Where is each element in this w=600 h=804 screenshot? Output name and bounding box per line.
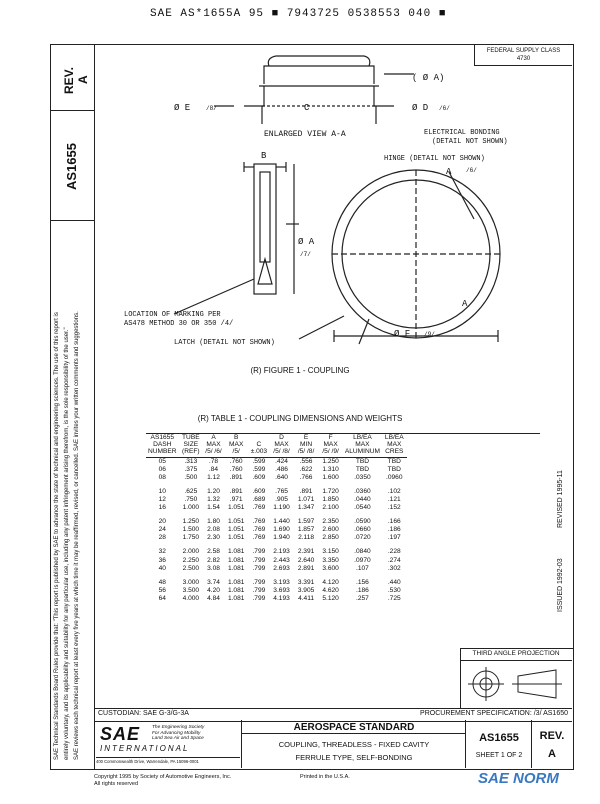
title-block <box>94 720 572 768</box>
table-cell: 4.193 <box>273 594 290 602</box>
table-cell: .799 <box>252 594 266 602</box>
table-cell: .766 <box>299 473 313 481</box>
table-cell: .769 <box>252 526 266 534</box>
table-cell: .257 <box>356 594 369 602</box>
table-cell: 20 <box>158 518 166 526</box>
dim-a-note: /7/ <box>300 251 311 258</box>
table-cell: 2.891 <box>297 564 315 572</box>
doc-number-box <box>50 110 94 221</box>
table-header-cell: MIN <box>300 441 313 449</box>
table-cell: 4.84 <box>207 594 220 602</box>
table-cell: 2.693 <box>273 564 290 572</box>
table-cell: .640 <box>275 473 288 481</box>
table-cell: 5.120 <box>322 594 339 602</box>
table-header-cell: /5/ /8/ <box>269 448 294 457</box>
table-cell: 3.74 <box>207 578 220 586</box>
table-header-cell: ±.003 <box>248 448 269 457</box>
table-cell: .313 <box>184 457 198 465</box>
table-header-cell: LB/EA <box>353 434 372 441</box>
table-cell: 12 <box>158 495 166 503</box>
figure-caption: (R) FIGURE 1 - COUPLING <box>250 366 350 375</box>
table-header-cell: MAX <box>229 441 244 449</box>
table-cell: 56 <box>158 586 166 594</box>
table-cell: .78 <box>208 457 219 465</box>
copyright-2: All rights reserved <box>94 781 139 787</box>
marking-note-2: AS478 METHOD 30 OR 350 /4/ <box>124 320 234 328</box>
notice-line-1: SAE Technical Standards Board Rules provide that: "This report is published by SAE to advance the state of technical and engineering sciences. The use of this report is <box>54 312 60 760</box>
sae-tag-1: The Engineering Society <box>152 725 205 730</box>
sae-logo-block <box>94 720 242 768</box>
table-cell: 1.051 <box>227 504 245 512</box>
latch-note: LATCH (DETAIL NOT SHOWN) <box>174 339 275 347</box>
table-cell: 2.500 <box>182 564 200 572</box>
enlarged-view-label: ENLARGED VIEW A-A <box>264 130 346 139</box>
table-cell: .769 <box>252 518 266 526</box>
electrical-bonding-1: ELECTRICAL BONDING <box>424 129 500 137</box>
table-cell: .375 <box>184 465 198 473</box>
table-cell: 48 <box>158 578 166 586</box>
table-cell: 1.750 <box>182 534 200 542</box>
table-cell: 1.310 <box>322 465 339 473</box>
table-cell: 1.54 <box>207 504 220 512</box>
rev-box <box>50 44 94 111</box>
table-cell: .769 <box>252 504 266 512</box>
table-header-cell: MAX <box>387 441 402 449</box>
table-cell: .891 <box>229 473 243 481</box>
table-row <box>146 579 407 587</box>
table-header-cell: F <box>328 434 333 441</box>
coupling-side-body <box>254 164 276 294</box>
table-cell: .424 <box>275 457 288 465</box>
table-cell: 4.120 <box>322 578 339 586</box>
dim-f-note: /9/ <box>424 331 435 338</box>
notice-line-2: entirely voluntary, and its applicability and suitability for any particular use, including any patent infringement arising therefrom, is the sole responsibility of the user." <box>64 327 70 760</box>
table-cell: .799 <box>252 578 266 586</box>
table-cell: 2.30 <box>207 534 220 542</box>
table-cell: 1.051 <box>227 526 245 534</box>
sae-tag-2: For Advancing Mobility <box>152 730 201 736</box>
table-cell: .0360 <box>354 487 371 495</box>
table-cell: 1.690 <box>273 526 290 534</box>
rev-label: REV. <box>62 67 76 94</box>
table-row <box>146 474 407 482</box>
table-cell: .0720 <box>354 534 371 542</box>
table-cell: 1.857 <box>297 526 315 534</box>
table-row <box>146 557 407 565</box>
table-cell: 2.250 <box>182 556 200 564</box>
table-header-cell: ALUMINUM <box>344 448 381 456</box>
left-doc-number: AS1655 <box>64 143 79 190</box>
table-cell: 28 <box>158 534 166 542</box>
table-cell: 1.250 <box>322 457 339 465</box>
table-row <box>146 548 407 556</box>
table-cell: .530 <box>387 586 401 594</box>
table-row <box>146 466 407 474</box>
table-cell: 64 <box>158 594 166 602</box>
table-cell: .760 <box>229 465 243 473</box>
procurement-spec: PROCUREMENT SPECIFICATION: /3/ AS1650 <box>420 710 568 717</box>
rev-cell <box>532 720 572 768</box>
electrical-bonding-2: (DETAIL NOT SHOWN) <box>432 138 508 146</box>
table-cell: .0540 <box>354 504 371 512</box>
table-cell: .166 <box>387 518 401 526</box>
table-cell: 2.82 <box>207 556 220 564</box>
table-header-cell: B <box>233 434 239 441</box>
title-rev-value: A <box>548 748 556 760</box>
table-cell: .799 <box>252 586 266 594</box>
table-cell: .274 <box>387 556 401 564</box>
table-cell: 1.32 <box>207 495 220 503</box>
third-angle-symbol <box>466 664 566 704</box>
dim-c: C <box>304 103 310 113</box>
table-header-cell: LB/EA <box>384 434 404 441</box>
table-cell: .107 <box>356 564 369 572</box>
table-cell: .971 <box>229 495 243 503</box>
table-cell: 40 <box>158 564 166 572</box>
table-cell: .302 <box>387 564 401 572</box>
document-title-2: FERRULE TYPE, SELF-BONDING <box>295 753 413 762</box>
table-cell: 05 <box>158 457 166 465</box>
table-row <box>146 595 407 603</box>
dim-e: Ø E <box>174 103 191 113</box>
table-cell: TBD <box>387 457 401 465</box>
table-row <box>146 534 407 542</box>
table-cell: .760 <box>229 457 243 465</box>
table-header-cell: NUMBER <box>148 448 177 456</box>
sae-tag-3: Land Sea Air and Space <box>152 736 204 741</box>
table-cell: 1.80 <box>207 518 220 526</box>
table-cell: 1.940 <box>273 534 290 542</box>
table-cell: 1.081 <box>227 586 245 594</box>
table-cell: 2.118 <box>298 534 315 542</box>
table-cell: .799 <box>252 548 266 556</box>
table-cell: 32 <box>158 548 166 556</box>
table-cell: .0590 <box>354 518 371 526</box>
table-header-cell: MAX <box>274 441 289 449</box>
table-header-cell: MAX <box>323 441 338 449</box>
sae-international: INTERNATIONAL <box>100 744 190 753</box>
table-cell: 16 <box>158 504 166 512</box>
marking-note-1: LOCATION OF MARKING PER <box>124 311 221 319</box>
table-cell: 2.850 <box>322 534 339 542</box>
table-cell: .599 <box>252 465 266 473</box>
table-header-cell: CRES <box>382 448 407 457</box>
table-title: (R) TABLE 1 - COUPLING DIMENSIONS AND WEIGHTS <box>197 414 403 423</box>
table-cell: 2.100 <box>322 504 339 512</box>
dim-e-note: /8/ <box>206 105 217 112</box>
table-cell: 3.193 <box>273 578 290 586</box>
table-cell: 1.081 <box>227 548 245 556</box>
table-cell: 3.693 <box>273 586 290 594</box>
table-header-cell <box>248 434 269 441</box>
sae-logo: SAE <box>100 724 141 744</box>
table-cell: 1.720 <box>322 487 339 495</box>
table-cell: 3.150 <box>322 548 339 556</box>
sae-address: 400 Commonwealth Drive, Warrendale, PA 15096-0001 <box>96 757 240 764</box>
table-cell: 2.443 <box>273 556 290 564</box>
table-cell: 1.081 <box>227 556 245 564</box>
table-row <box>146 488 407 496</box>
table-cell: .152 <box>387 504 401 512</box>
table-cell: .186 <box>356 586 369 594</box>
section-a-top: A <box>446 167 452 177</box>
table-cell: 4.20 <box>207 586 220 594</box>
table-cell: 1.190 <box>273 504 290 512</box>
table-cell: .609 <box>252 473 266 481</box>
table-cell: 4.411 <box>298 594 315 602</box>
marking-location-symbol <box>258 259 272 284</box>
dim-a: Ø A <box>298 237 315 247</box>
table-cell: 4.000 <box>182 594 200 602</box>
dim-b: B <box>261 151 267 161</box>
table-header-cell: E <box>303 434 309 441</box>
title-center <box>242 720 466 768</box>
notice-line-3: SAE reviews each technical report at least every five years at which time it may be reaffirmed, revised, or cancelled. SAE invites your written comments and suggestions. <box>74 311 80 760</box>
issued-date: ISSUED 1992-03 <box>557 558 564 612</box>
table-cell: 1.000 <box>182 504 200 512</box>
title-doc-number: AS1655 <box>479 732 519 744</box>
table-header-cell: DASH <box>153 441 172 449</box>
table-cell: .891 <box>229 487 243 495</box>
table-cell: 3.500 <box>182 586 200 594</box>
table-cell: .765 <box>275 487 288 495</box>
table-cell: .891 <box>299 487 313 495</box>
table-cell: TBD <box>355 457 370 465</box>
table-cell: 2.000 <box>182 548 200 556</box>
table-cell: 2.58 <box>207 548 220 556</box>
dimension-table <box>146 434 407 603</box>
dim-d: Ø D <box>412 103 429 113</box>
section-a-bottom: A <box>462 299 468 309</box>
table-cell: .905 <box>275 495 288 503</box>
table-cell: 1.597 <box>297 518 315 526</box>
table-cell: .609 <box>252 487 266 495</box>
table-cell: 3.350 <box>322 556 339 564</box>
table-cell: 1.051 <box>227 534 245 542</box>
table-row <box>146 518 407 526</box>
table-row <box>146 496 407 504</box>
table-cell: 2.600 <box>322 526 339 534</box>
table-cell: .0960 <box>386 473 403 481</box>
table-header-cell: (REF) <box>179 448 204 457</box>
table-cell: 3.391 <box>297 578 315 586</box>
table-cell: 2.640 <box>297 556 315 564</box>
table-header-cell: MAX <box>355 441 370 449</box>
aerospace-standard: AEROSPACE STANDARD <box>242 722 466 734</box>
doc-number-cell <box>466 720 532 768</box>
table-cell: .0660 <box>354 526 371 534</box>
coupling-figure <box>94 44 572 384</box>
table-header-cell: SIZE <box>183 441 199 449</box>
table-cell: .625 <box>184 487 198 495</box>
dim-f: Ø F <box>394 329 411 339</box>
table-header-cell: AS1655 <box>150 434 175 441</box>
enlarged-view-base <box>244 86 394 106</box>
table-cell: .725 <box>387 594 401 602</box>
table-row <box>146 526 407 534</box>
table-cell: 1.500 <box>182 526 200 534</box>
custodian: CUSTODIAN: SAE G-3/G-3A <box>98 710 189 717</box>
table-header-cell: C <box>256 441 262 449</box>
table-cell: 24 <box>158 526 166 534</box>
sheet-number: SHEET 1 OF 2 <box>475 752 523 759</box>
table-cell: 3.000 <box>182 578 200 586</box>
table-cell: .197 <box>387 534 401 542</box>
table-cell: .486 <box>275 465 288 473</box>
table-cell: 3.600 <box>322 564 339 572</box>
table-cell: .750 <box>184 495 198 503</box>
table-cell: 1.440 <box>273 518 290 526</box>
watermark: SAE NORM <box>478 770 559 787</box>
title-rev-label: REV. <box>539 730 565 742</box>
table-cell: 2.193 <box>273 548 290 556</box>
table-cell: 06 <box>158 465 166 473</box>
table-cell: .0840 <box>354 548 371 556</box>
enlarged-view-profile <box>259 56 379 86</box>
table-cell: .689 <box>252 495 266 503</box>
table-cell: .599 <box>252 457 266 465</box>
table-cell: .0350 <box>354 473 371 481</box>
table-cell: 1.250 <box>182 518 200 526</box>
table-header-cell: /5/ /6/ <box>203 448 224 457</box>
table-cell: 08 <box>158 473 166 481</box>
table-cell: .0970 <box>354 556 371 564</box>
table-cell: 3.08 <box>207 564 220 572</box>
table-cell: .186 <box>387 526 401 534</box>
table-cell: .769 <box>252 534 266 542</box>
table-cell: .121 <box>387 495 401 503</box>
table-cell: 1.081 <box>227 564 245 572</box>
table-row <box>146 565 407 573</box>
table-cell: 1.20 <box>207 487 220 495</box>
table-cell: .102 <box>387 487 401 495</box>
table-cell: .84 <box>208 465 219 473</box>
table-cell: 1.347 <box>297 504 315 512</box>
table-cell: 1.071 <box>297 495 315 503</box>
table-cell: 1.600 <box>322 473 339 481</box>
table-cell: 1.12 <box>207 473 220 481</box>
rev-value: A <box>76 75 90 84</box>
dim-a-paren: ( Ø A) <box>412 73 445 83</box>
table-header-cell: A <box>211 434 216 441</box>
table-cell: 2.350 <box>322 518 339 526</box>
table-header-cell: /5/ /8/ <box>294 448 319 457</box>
table-row <box>146 587 407 595</box>
table-cell: .799 <box>252 556 266 564</box>
table-cell: .0440 <box>354 495 371 503</box>
fsc-value: 4730 <box>516 56 531 62</box>
table-cell: .799 <box>252 564 266 572</box>
table-cell: .228 <box>387 548 401 556</box>
table-cell: 2.391 <box>297 548 315 556</box>
table-header-cell: D <box>279 434 284 441</box>
table-cell: 1.051 <box>227 518 245 526</box>
table-cell: .156 <box>356 578 369 586</box>
table-cell: .440 <box>387 578 401 586</box>
table-row <box>146 457 407 466</box>
table-header-cell: MAX <box>206 441 221 449</box>
table-cell: TBD <box>387 465 401 473</box>
third-angle-title: THIRD ANGLE PROJECTION <box>460 648 572 661</box>
revised-date: REVISED 1995-11 <box>557 470 564 528</box>
table-cell: 1.850 <box>322 495 339 503</box>
table-cell: 10 <box>158 487 166 495</box>
table-header-cell: TUBE <box>182 434 200 441</box>
dim-d-note: /6/ <box>439 105 450 112</box>
document-title-1: COUPLING, THREADLESS - FIXED CAVITY <box>278 740 430 749</box>
table-cell: 1.081 <box>227 594 245 602</box>
table-header-cell: /5/ /9/ <box>318 448 343 457</box>
table-header-cell: /5/ <box>224 448 249 457</box>
table-cell: 2.08 <box>207 526 220 534</box>
table-cell: 36 <box>158 556 166 564</box>
table-cell: 3.905 <box>297 586 315 594</box>
scan-header: SAE AS*1655A 95 ■ 7943725 0538553 040 ■ <box>150 8 447 20</box>
section-note-6: /6/ <box>466 167 477 174</box>
table-cell: .556 <box>299 457 313 465</box>
table-cell: TBD <box>355 465 370 473</box>
hinge-note: HINGE (DETAIL NOT SHOWN) <box>384 155 485 163</box>
table-row <box>146 504 407 512</box>
printed-note: Printed in the U.S.A. <box>300 774 350 780</box>
table-cell: 4.620 <box>322 586 339 594</box>
table-cell: .622 <box>299 465 313 473</box>
table-cell: 1.081 <box>227 578 245 586</box>
fsc-label: FEDERAL SUPPLY CLASS <box>486 48 561 54</box>
copyright-1: Copyright 1995 by Society of Automotive Engineers, Inc. <box>94 774 232 780</box>
table-cell: .500 <box>184 473 198 481</box>
